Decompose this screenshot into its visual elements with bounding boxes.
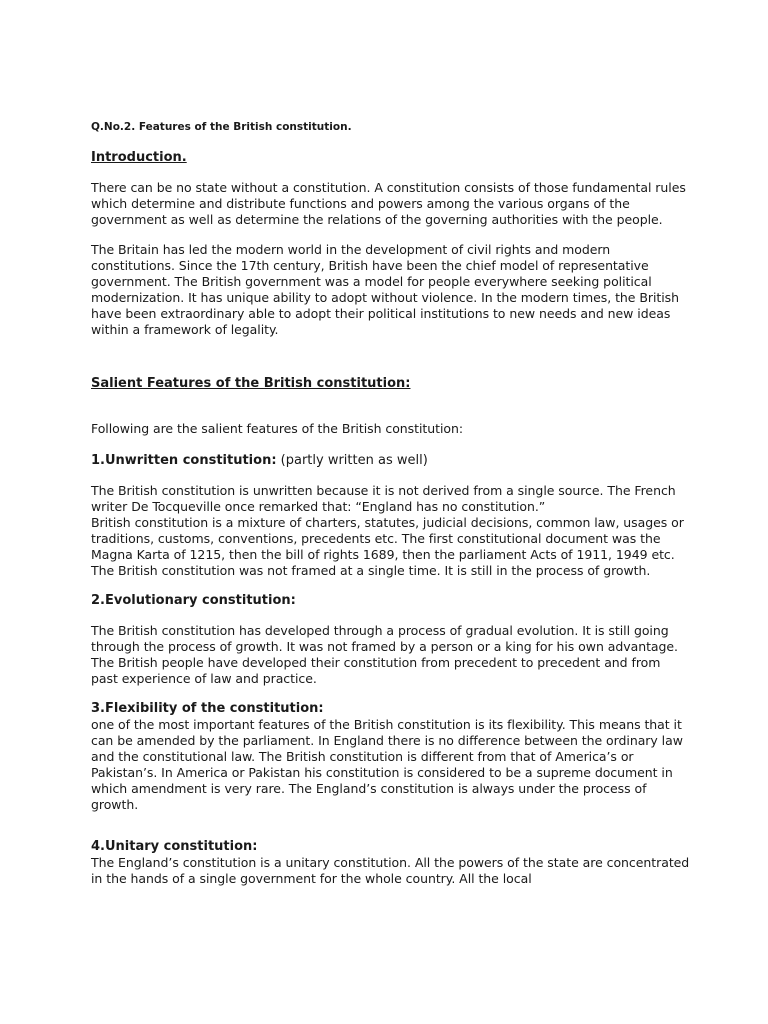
feature-2-paragraph: The British constitution has developed through a process of gradual evolution. It is still going through the process of growth. It was not framed by a person or a king for his own advantage. The British people have developed their constitution from precedent to precedent and from past experience of law and practice.: [91, 623, 678, 686]
salient-features-heading: Salient Features of the British constitution:: [91, 376, 411, 391]
salient-features-intro: Following are the salient features of the British constitution:: [91, 421, 464, 436]
question-title: Q.No.2. Features of the British constitution.: [91, 121, 352, 133]
feature-3-paragraph: one of the most important features of the British constitution is its flexibility. This means that it can be amended by the parliament. In England there is no difference between the ordinary law and the constitutional law. The British constitution is different from that of America’s or Pakistan’s. In America or Pakistan his constitution is considered to be a supreme document in which amendment is very rare. The England’s constitution is always under the process of growth.: [91, 717, 683, 812]
introduction-paragraph-1: There can be no state without a constitution. A constitution consists of those fundamental rules which determine and distribute functions and powers among the various organs of the government as well as determine the relations of the governing authorities with the people.: [91, 180, 686, 227]
feature-1-paragraph: The British constitution is unwritten because it is not derived from a single source. The French writer De Tocqueville once remarked that: “England has no constitution.”: [91, 483, 676, 514]
feature-3-heading: 3.Flexibility of the constitution:: [91, 701, 324, 716]
feature-2-heading: 2.Evolutionary constitution:: [91, 593, 296, 608]
feature-4-heading: 4.Unitary constitution:: [91, 839, 258, 854]
feature-1-note: (partly written as well): [276, 453, 428, 468]
introduction-paragraph-2: The Britain has led the modern world in the development of civil rights and modern constitutions. Since the 17th century, British have been the chief model of representative government. The British government was a model for people everywhere seeking political modernization. It has unique ability to adopt without violence. In the modern times, the British have been extraordinary able to adopt their political institutions to new needs and new ideas within a framework of legality.: [91, 242, 679, 337]
feature-1-title: 1.Unwritten constitution:: [91, 453, 277, 468]
feature-1-paragraph-2: British constitution is a mixture of charters, statutes, judicial decisions, common law, usages or traditions, customs, conventions, precedents etc. The first constitutional document was the Magna Karta of 1215, then the bill of rights 1689, then the parliament Acts of 1911, 1949 etc. The British constitution was not framed at a single time. It is still in the process of growth.: [91, 515, 684, 578]
feature-4-paragraph: The England’s constitution is a unitary constitution. All the powers of the state are concentrated in the hands of a single government for the whole country. All the local: [91, 855, 690, 886]
introduction-heading: Introduction.: [91, 150, 187, 165]
feature-1-heading: [91, 453, 691, 469]
document-page: [91, 120, 691, 887]
